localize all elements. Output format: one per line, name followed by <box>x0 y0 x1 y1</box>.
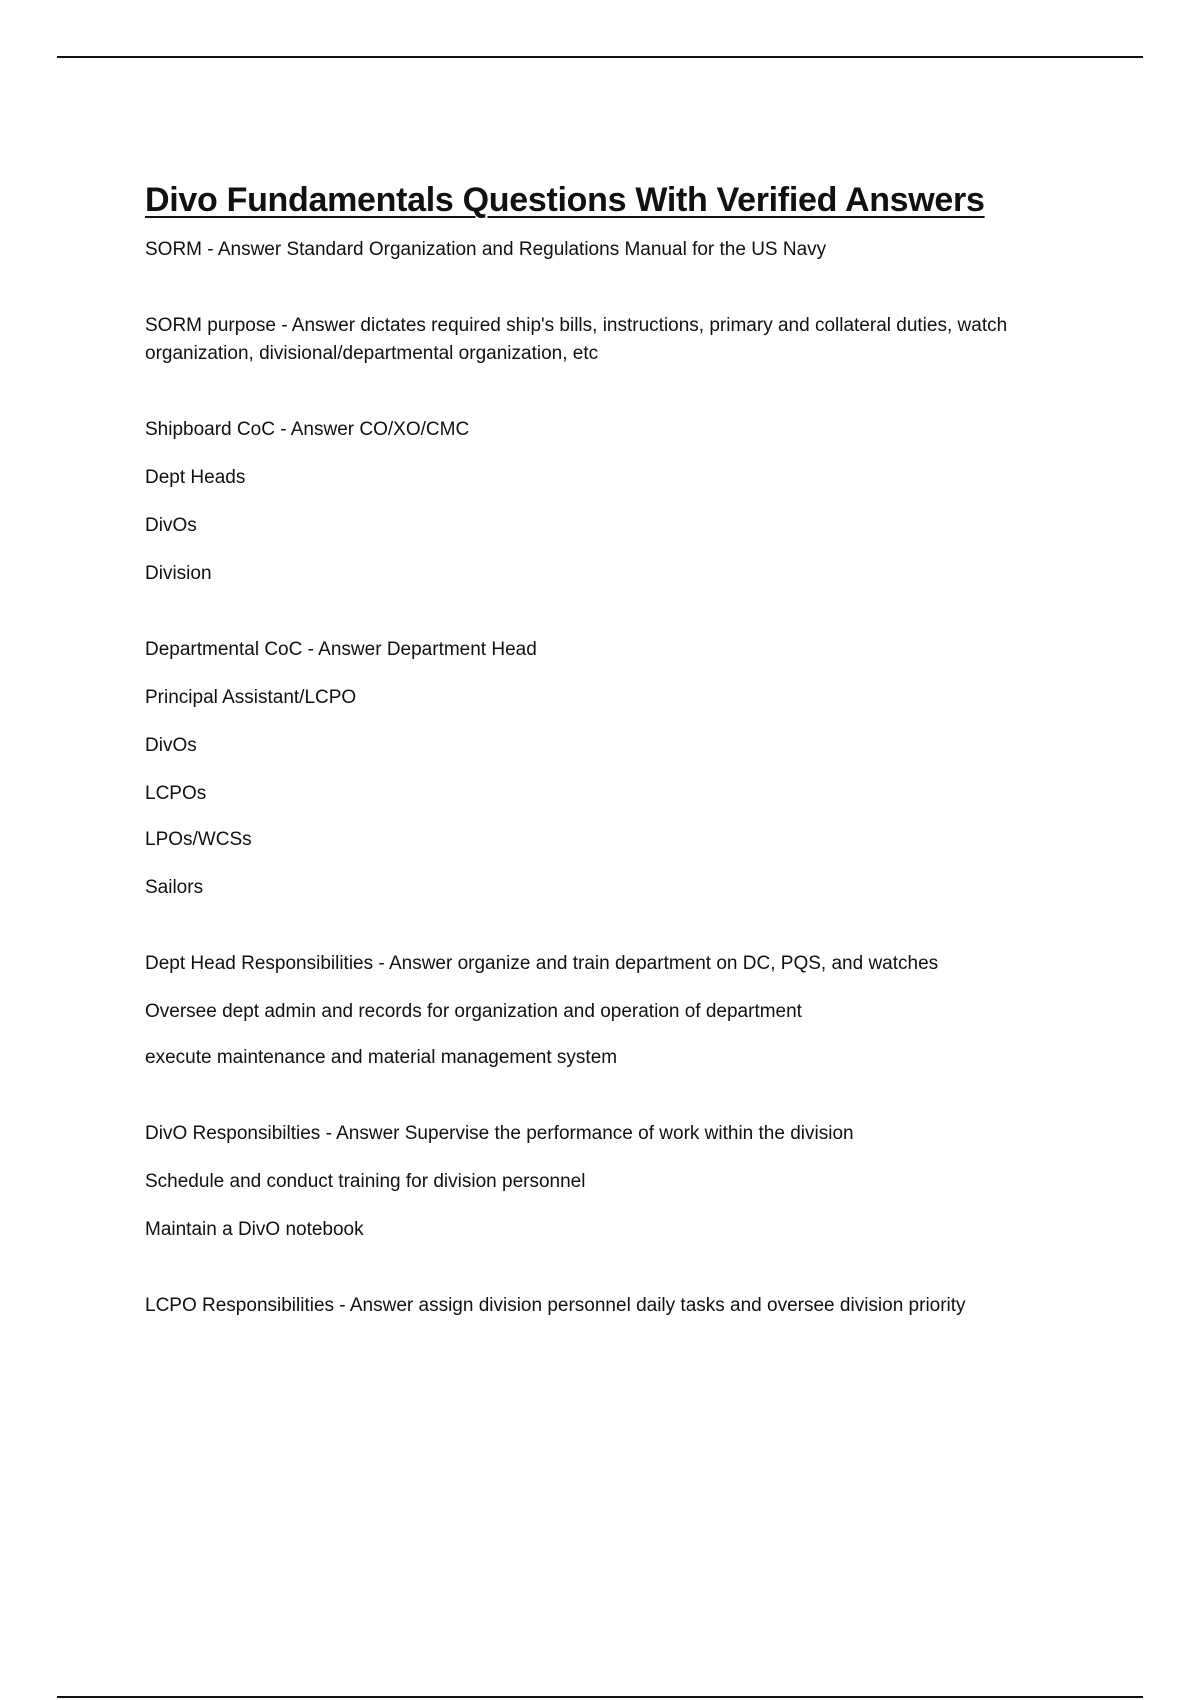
qa-line: LPOs/WCSs <box>145 829 252 850</box>
document-body <box>145 176 1085 1320</box>
header-rule <box>57 56 1143 58</box>
qa-line: Departmental CoC - Answer Department Head <box>145 639 537 660</box>
qa-entry-sorm <box>145 236 1085 264</box>
qa-line: SORM - Answer Standard Organization and Regulations Manual for the US Navy <box>145 239 827 260</box>
qa-entry-sorm-purpose <box>145 312 1085 368</box>
qa-entry-lcpo-responsibilities <box>145 1292 1085 1320</box>
document-title: Divo Fundamentals Questions With Verified Answers <box>145 181 985 219</box>
qa-line: DivOs <box>145 735 197 756</box>
qa-line: Maintain a DivO notebook <box>145 1219 364 1240</box>
qa-line: DivOs <box>145 515 197 536</box>
qa-line: DivO Responsibilties - Answer Supervise the performance of work within the division <box>145 1123 854 1144</box>
qa-line: Schedule and conduct training for division personnel <box>145 1171 586 1192</box>
qa-line: Oversee dept admin and records for organization and operation of department <box>145 1001 802 1022</box>
qa-line: Principal Assistant/LCPO <box>145 687 357 708</box>
footer-rule <box>57 1696 1143 1698</box>
qa-line: Dept Heads <box>145 467 246 488</box>
qa-entry-departmental-coc <box>145 636 1085 902</box>
qa-line: LCPO Responsibilities - Answer assign division personnel daily tasks and oversee division priority <box>145 1295 966 1316</box>
qa-entry-divo-responsibilities <box>145 1120 1085 1244</box>
qa-line: Shipboard CoC - Answer CO/XO/CMC <box>145 419 470 440</box>
qa-line: Division <box>145 563 212 584</box>
qa-line: SORM purpose - Answer dictates required ship's bills, instructions, primary and collateral duties, watch organization, divisional/departmental organization, etc <box>145 315 1008 364</box>
qa-entry-shipboard-coc <box>145 416 1085 588</box>
qa-line: Sailors <box>145 877 204 898</box>
qa-line: execute maintenance and material management system <box>145 1047 618 1068</box>
qa-line: LCPOs <box>145 783 207 804</box>
qa-line: Dept Head Responsibilities - Answer organize and train department on DC, PQS, and watches <box>145 953 939 974</box>
qa-entry-dept-head-responsibilities <box>145 950 1085 1072</box>
